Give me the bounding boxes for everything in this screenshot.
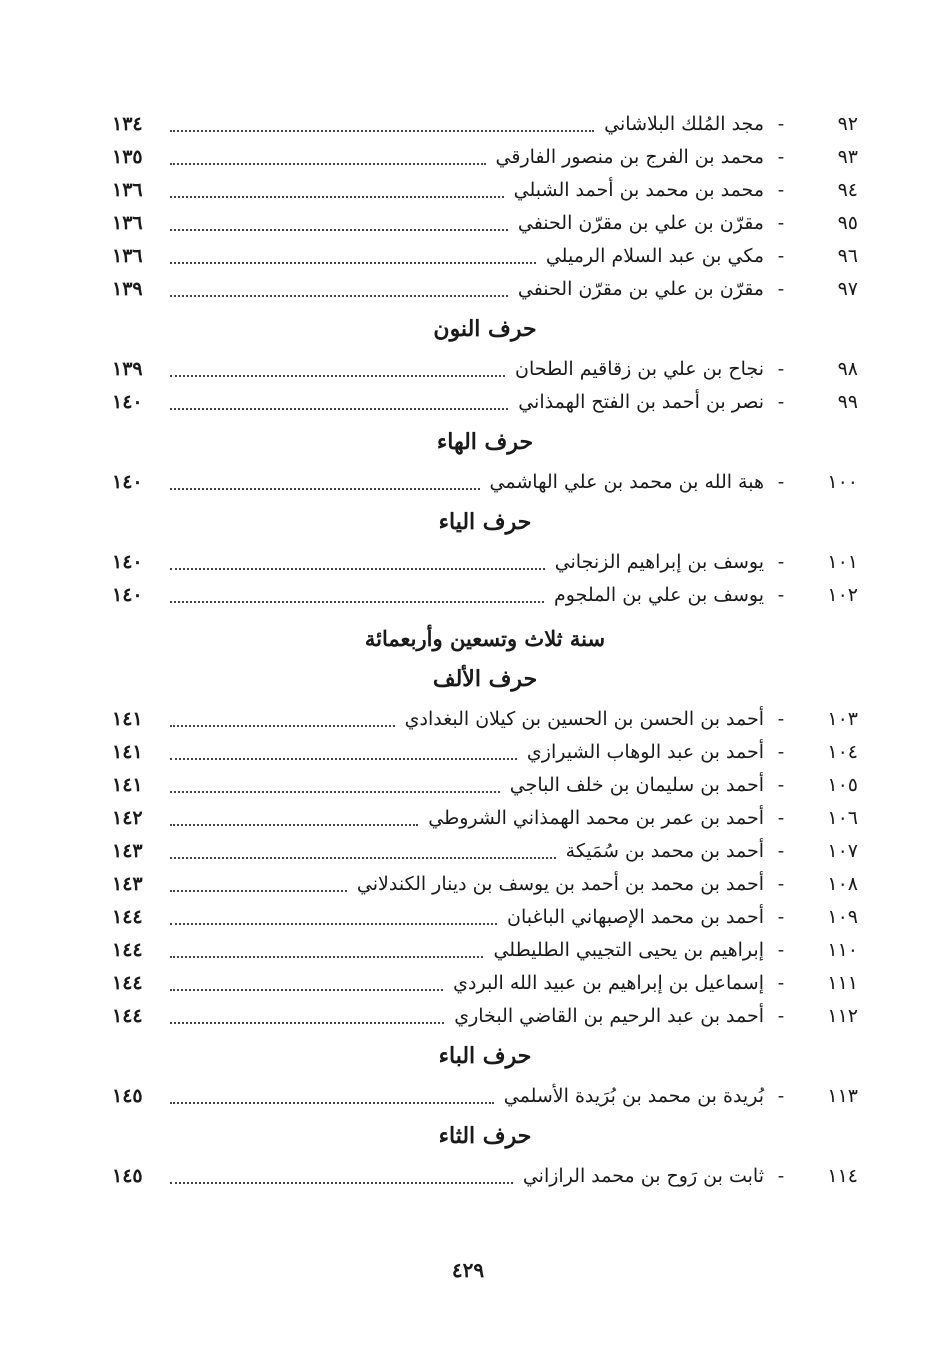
toc-entry: [112, 108, 858, 141]
year-heading: سنة ثلاث وتسعين وأربعمائة: [364, 626, 606, 651]
entry-number: ١١٤: [827, 1165, 858, 1187]
entry-page: ١٤٤: [112, 906, 143, 928]
entry-title: نصر بن أحمد بن الفتح الهمذاني: [518, 391, 764, 413]
entry-dash: -: [777, 146, 785, 168]
entry-dash: -: [777, 245, 785, 267]
entry-number: ٩٥: [837, 212, 858, 234]
toc-entry: [112, 466, 858, 499]
section-heading: حرف الهاء: [436, 429, 534, 455]
entry-page: ١٤٣: [112, 840, 143, 862]
entry-dash: -: [777, 358, 785, 380]
section-heading: حرف الباء: [438, 1043, 532, 1069]
entry-title: يوسف بن إبراهيم الزنجاني: [554, 551, 764, 573]
toc-entry: [112, 1080, 858, 1113]
entry-number: ١٠٣: [827, 708, 858, 730]
entry-title: أحمد بن عبد الوهاب الشيرازي: [526, 741, 764, 763]
section-heading: حرف الياء: [438, 509, 532, 535]
entry-number: ٩٢: [837, 113, 858, 135]
entry-page: ١٤٠: [112, 391, 143, 413]
entry-title: بُريدة بن محمد بن بُرَيدة الأسلمي: [503, 1085, 764, 1107]
entry-dash: -: [777, 906, 785, 928]
entry-dash: -: [777, 212, 785, 234]
entry-title: مكي بن عبد السلام الرميلي: [545, 245, 764, 267]
entry-page: ١٤١: [112, 774, 143, 796]
toc-entry: [112, 934, 858, 967]
entry-page: ١٣٤: [112, 113, 143, 135]
entry-title: أحمد بن محمد بن سُمَيكة: [565, 840, 764, 862]
entry-title: هبة الله بن محمد بن علي الهاشمي: [489, 471, 764, 493]
entry-page: ١٤٠: [112, 584, 143, 606]
entry-dash: -: [777, 741, 785, 763]
dot-leader: [170, 196, 504, 198]
entry-number: ٩٣: [837, 146, 858, 168]
entry-page: ١٤٤: [112, 1005, 143, 1027]
dot-leader: [170, 229, 508, 231]
toc-entry: [112, 736, 858, 769]
entry-dash: -: [777, 471, 785, 493]
entry-dash: -: [777, 278, 785, 300]
entry-page: ١٤١: [112, 741, 143, 763]
dot-leader: [170, 163, 486, 165]
entry-number: ١٠٨: [827, 873, 858, 895]
entry-number: ١١٣: [827, 1085, 858, 1107]
entry-title: أحمد بن الحسن بن الحسين بن كيلان البغدادي: [404, 708, 764, 730]
toc-entry: [112, 868, 858, 901]
dot-leader: [170, 923, 497, 925]
dot-leader: [170, 601, 544, 603]
toc-entry: [112, 901, 858, 934]
toc-entry: [112, 769, 858, 802]
toc-entry: [112, 273, 858, 306]
entry-title: ثابت بن رَوح بن محمد الرازاني: [522, 1165, 764, 1187]
entry-dash: -: [777, 1085, 785, 1107]
page-number: ٤٢٩: [451, 1258, 485, 1282]
entry-page: ١٤٤: [112, 972, 143, 994]
entry-number: ٩٨: [837, 358, 858, 380]
entry-title: محمد بن الفرج بن منصور الفارقي: [495, 146, 764, 168]
dot-leader: [170, 725, 395, 727]
entry-page: ١٣٦: [112, 245, 143, 267]
entry-number: ٩٩: [837, 391, 858, 413]
dot-leader: [170, 295, 508, 297]
entry-title: أحمد بن عبد الرحيم بن القاضي البخاري: [454, 1005, 764, 1027]
entry-dash: -: [777, 708, 785, 730]
entry-dash: -: [777, 1165, 785, 1187]
entry-title: محمد بن محمد بن أحمد الشبلي: [513, 179, 764, 201]
dot-leader: [170, 568, 545, 570]
entry-page: ١٣٩: [112, 358, 143, 380]
entry-title: يوسف بن علي بن الملجوم: [553, 584, 764, 606]
entry-number: ٩٦: [837, 245, 858, 267]
dot-leader: [170, 857, 556, 859]
dot-leader: [170, 1022, 444, 1024]
toc-entry: [112, 353, 858, 386]
toc-entry: [112, 207, 858, 240]
entry-title: مقرّن بن علي بن مقرّن الحنفي: [517, 212, 764, 234]
dot-leader: [170, 1182, 513, 1184]
entry-number: ١٠٤: [827, 741, 858, 763]
entry-number: ٩٤: [837, 179, 858, 201]
dot-leader: [170, 824, 418, 826]
entry-page: ١٤٢: [112, 807, 143, 829]
entry-number: ١١١: [827, 972, 858, 994]
entry-number: ٩٧: [837, 278, 858, 300]
entry-page: ١٤٤: [112, 939, 143, 961]
entry-number: ١٠٠: [827, 471, 858, 493]
entry-title: مجد المُلك البلاشاني: [604, 113, 764, 135]
entry-number: ١٠٦: [827, 807, 858, 829]
entry-title: أحمد بن سليمان بن خلف الباجي: [509, 774, 764, 796]
entry-title: أحمد بن عمر بن محمد الهمذاني الشروطي: [428, 807, 764, 829]
toc-entry: [112, 386, 858, 419]
entry-dash: -: [777, 551, 785, 573]
entry-page: ١٣٥: [112, 146, 143, 168]
toc-entry: [112, 141, 858, 174]
entry-title: مقرّن بن علي بن مقرّن الحنفي: [517, 278, 764, 300]
entry-page: ١٣٩: [112, 278, 143, 300]
dot-leader: [170, 262, 536, 264]
entry-title: أحمد بن محمد بن أحمد بن يوسف بن دينار الكندلاني: [356, 873, 764, 895]
entry-number: ١٠٩: [827, 906, 858, 928]
entry-number: ١٠١: [827, 551, 858, 573]
dot-leader: [170, 791, 500, 793]
dot-leader: [170, 1102, 494, 1104]
entry-title: إبراهيم بن يحيى التجيبي الطليطلي: [493, 939, 764, 961]
entry-page: ١٣٦: [112, 179, 143, 201]
toc-entry: [112, 835, 858, 868]
dot-leader: [170, 758, 517, 760]
entry-page: ١٤١: [112, 708, 143, 730]
toc-entry: [112, 703, 858, 736]
entry-page: ١٤٥: [112, 1165, 143, 1187]
entry-number: ١٠٧: [827, 840, 858, 862]
entry-title: نجاح بن علي بن زقاقيم الطحان: [515, 358, 764, 380]
entry-dash: -: [777, 807, 785, 829]
toc-entry: [112, 240, 858, 273]
entry-page: ١٣٦: [112, 212, 143, 234]
dot-leader: [170, 375, 505, 377]
section-heading: حرف الثاء: [438, 1123, 532, 1149]
entry-dash: -: [777, 179, 785, 201]
entry-dash: -: [777, 873, 785, 895]
dot-leader: [170, 488, 480, 490]
dot-leader: [170, 408, 508, 410]
toc-entry: [112, 1000, 858, 1033]
toc-entry: [112, 546, 858, 579]
entry-page: ١٤٣: [112, 873, 143, 895]
entry-dash: -: [777, 584, 785, 606]
entry-title: إسماعيل بن إبراهيم بن عبيد الله البردي: [453, 972, 764, 994]
toc-entry: [112, 174, 858, 207]
entry-dash: -: [777, 774, 785, 796]
toc-entry: [112, 802, 858, 835]
entry-number: ١٠٢: [827, 584, 858, 606]
entry-dash: -: [777, 1005, 785, 1027]
section-heading: حرف النون: [433, 316, 537, 342]
toc-entry: [112, 1160, 858, 1193]
table-of-contents: [112, 108, 858, 1193]
entry-dash: -: [777, 939, 785, 961]
dot-leader: [170, 890, 347, 892]
entry-page: ١٤٠: [112, 471, 143, 493]
dot-leader: [170, 989, 443, 991]
entry-dash: -: [777, 972, 785, 994]
entry-page: ١٤٥: [112, 1085, 143, 1107]
entry-dash: -: [777, 113, 785, 135]
toc-entry: [112, 967, 858, 1000]
entry-number: ١١٠: [827, 939, 858, 961]
entry-dash: -: [777, 391, 785, 413]
dot-leader: [170, 956, 483, 958]
toc-entry: [112, 579, 858, 612]
entry-dash: -: [777, 840, 785, 862]
section-heading: حرف الألف: [432, 666, 538, 692]
entry-number: ١٠٥: [827, 774, 858, 796]
entry-title: أحمد بن محمد الإصبهاني الباغبان: [507, 906, 764, 928]
entry-page: ١٤٠: [112, 551, 143, 573]
entry-number: ١١٢: [827, 1005, 858, 1027]
dot-leader: [170, 130, 594, 132]
